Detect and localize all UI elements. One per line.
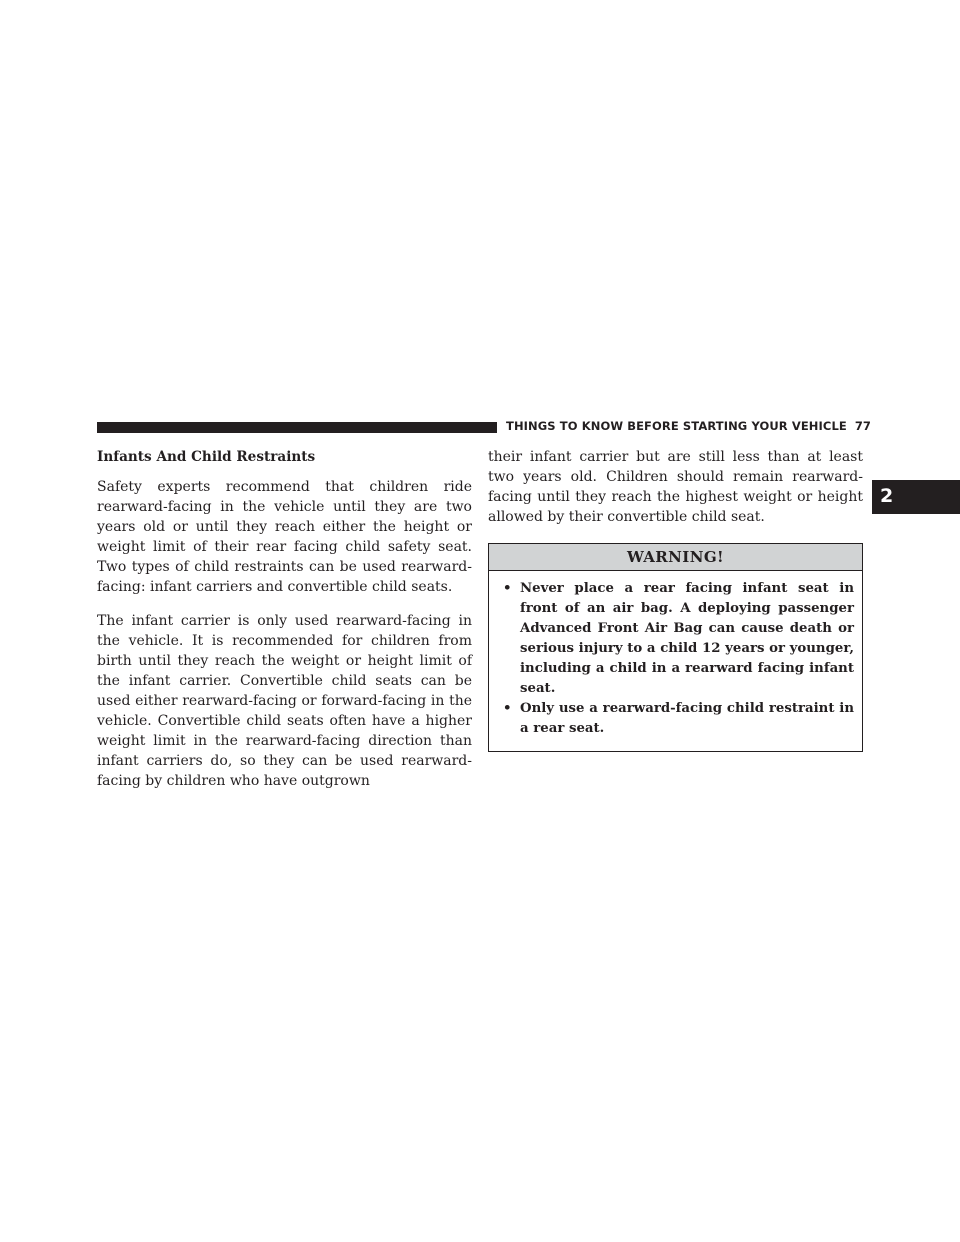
section-title: Infants And Child Restraints [97,449,316,465]
warning-body [489,571,862,751]
page-number: 77 [854,419,872,433]
chapter-number: 2 [880,485,894,507]
running-header-section: THINGS TO KNOW BEFORE STARTING YOUR VEHICLE [506,419,847,433]
header-rule [97,422,497,433]
bullet-icon: • [503,701,512,716]
body-paragraph: Safety experts recommend that children ride rearward-facing in the vehicle until they are two years old or until they reach either the height or weight limit of their rear facing child safety seat. Two types of child restraints can be used rearward-facing: infant carriers and convertible child seats. [97,479,472,595]
chapter-tab [872,480,960,514]
warning-item-text: Never place a rear facing infant seat in front of an air bag. A deploying passenger Advanced Front Air Bag can cause death or serious injury to a child 12 years or younger, including a child in a rearward facing infant seat. [520,581,854,696]
warning-item-text: Only use a rearward-facing child restraint in a rear seat. [520,701,854,736]
warning-item [497,579,854,699]
warning-item [497,699,854,739]
right-column [488,447,863,752]
warning-heading: WARNING! [489,544,862,571]
warning-box [488,543,863,752]
left-column [97,447,472,805]
bullet-icon: • [503,581,512,596]
body-paragraph: their infant carrier but are still less than at least two years old. Children should remain rearward-facing until they reach the highest weight or height allowed by their convertible child seat. [488,449,863,525]
running-header [506,419,872,433]
warning-list [497,579,854,739]
body-paragraph: The infant carrier is only used rearward-facing in the vehicle. It is recommended for children from birth until they reach the weight or height limit of the infant carrier. Convertible child seats can be used either rearward-facing or forward-facing in the vehicle. Convertible child seats often have a higher weight limit in the rearward-facing direction than infant carriers do, so they can be used rearward-facing by children who have outgrown [97,613,472,789]
